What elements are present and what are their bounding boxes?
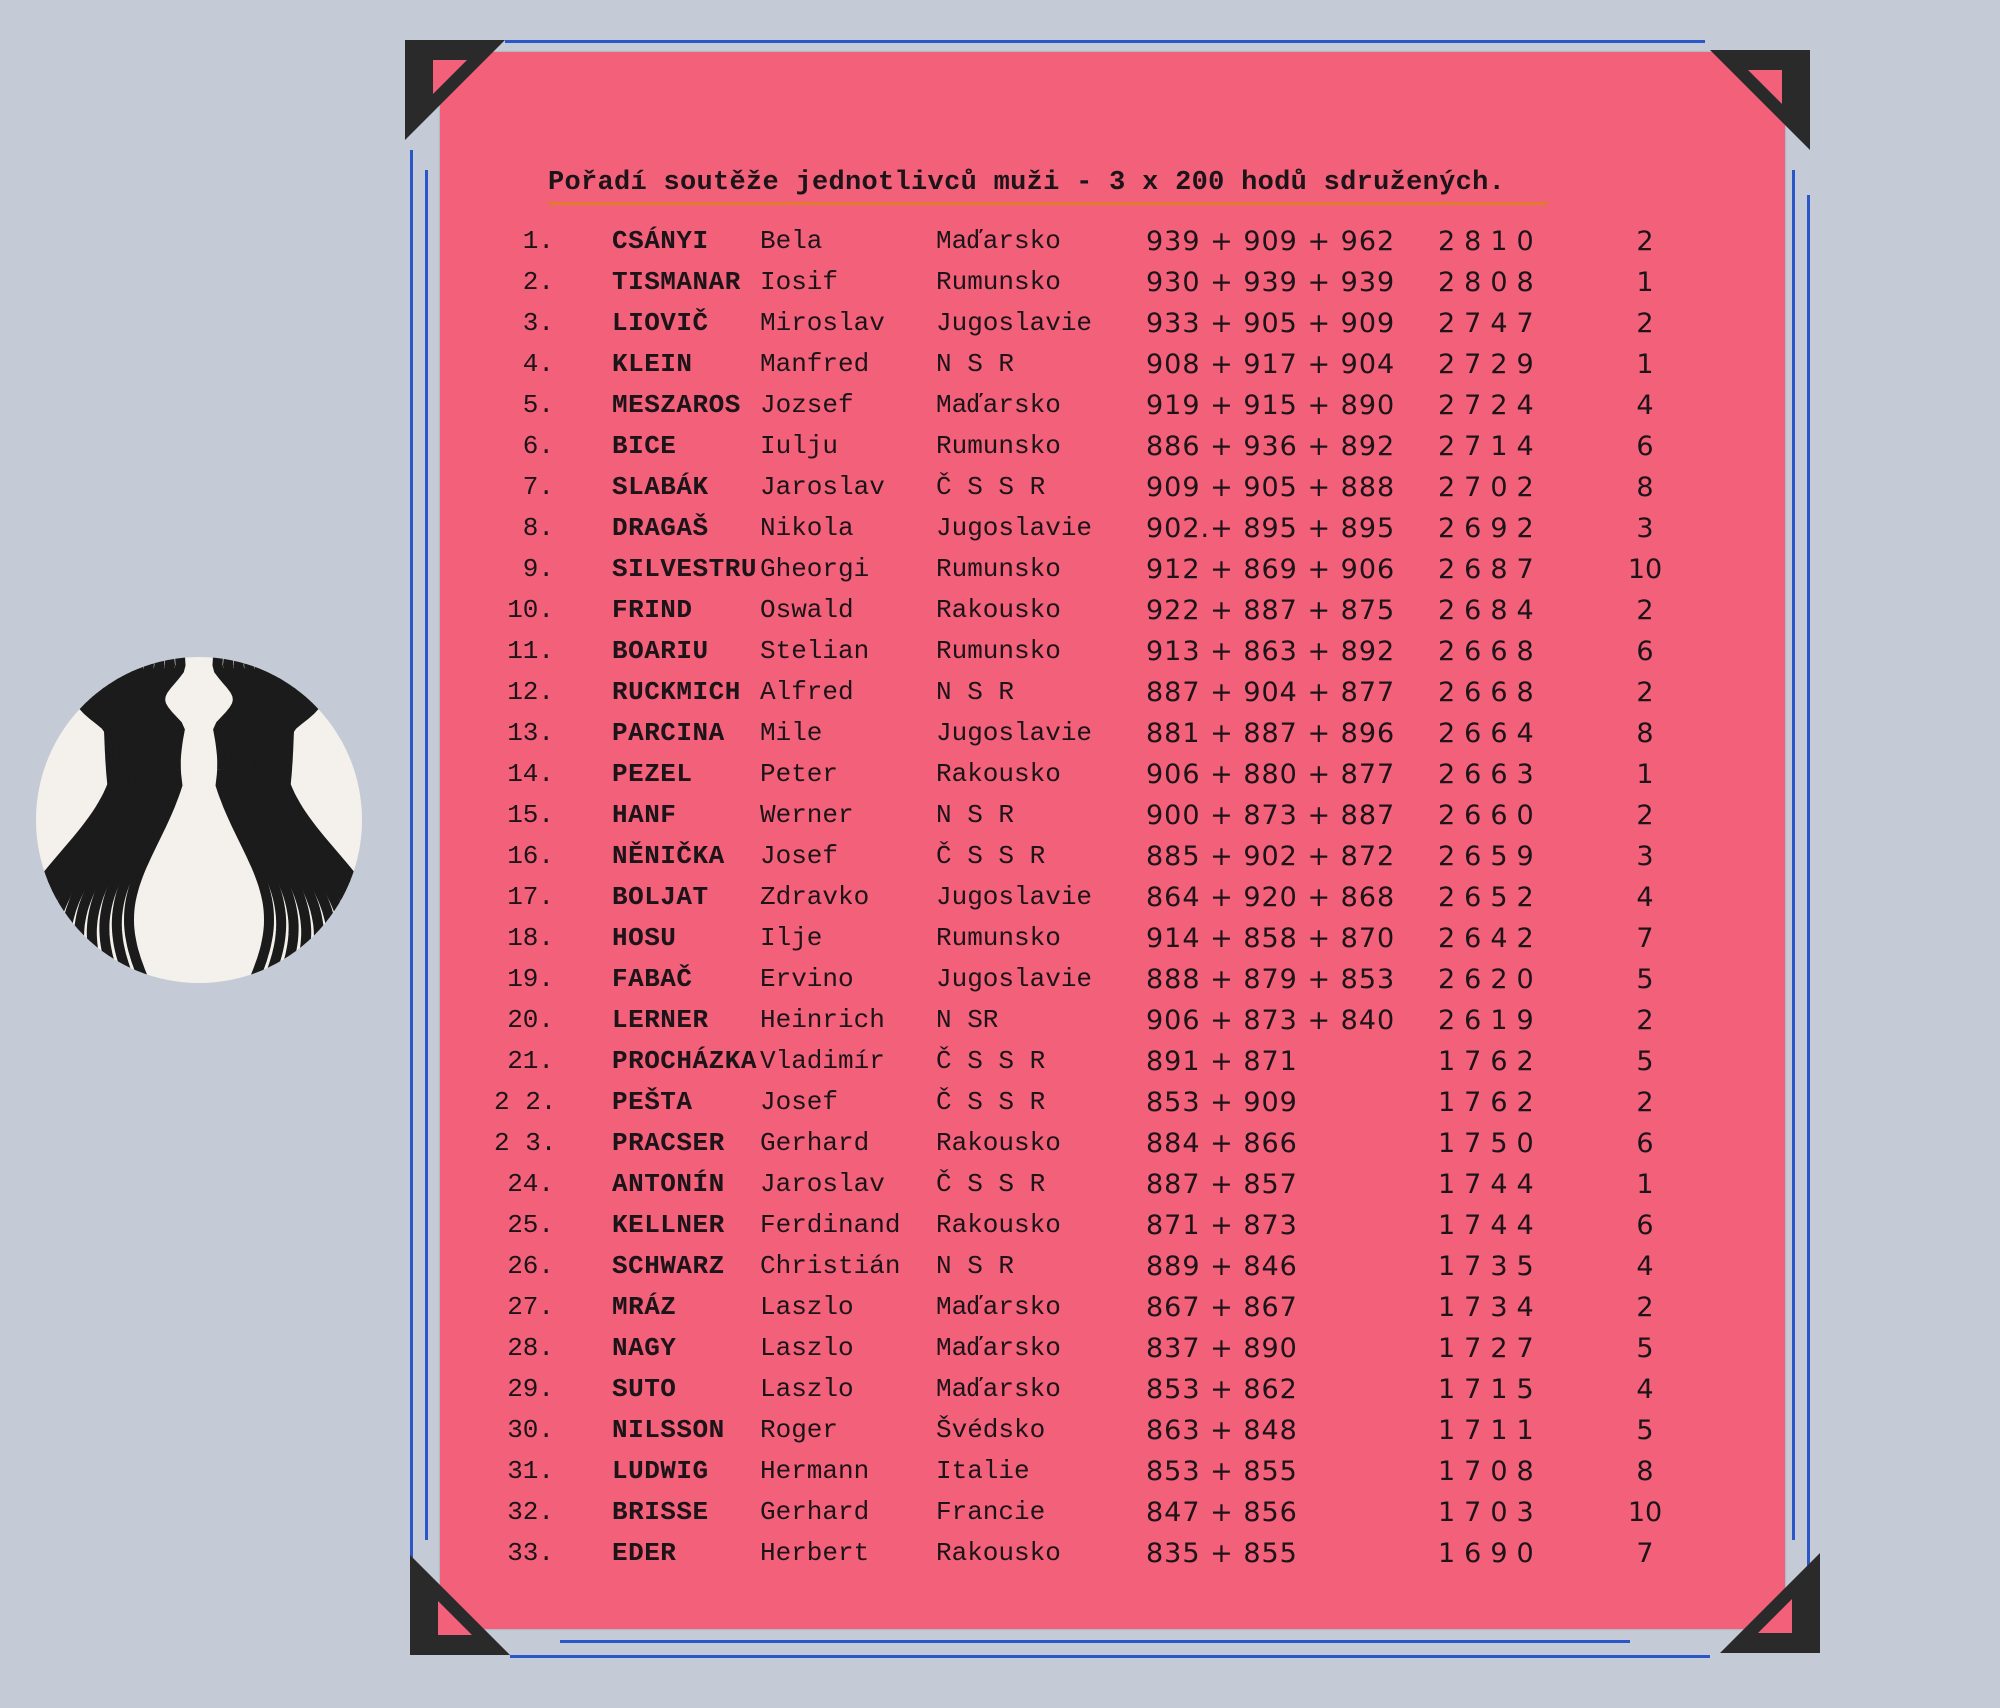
table-row [440,1370,1785,1411]
table-row [440,1124,1785,1165]
first-name-cell: Nikola [760,513,854,543]
country-cell: Jugoslavie [936,513,1093,543]
total-cell: 2714 [1438,431,1543,462]
surname-cell: BICE [612,431,677,461]
rank-cell: 18. [507,923,554,953]
place-cell: 1 [1636,759,1654,790]
surname-cell: EDER [612,1538,677,1568]
rank-cell: 27. [507,1292,554,1322]
table-row [440,878,1785,919]
first-name-cell: Bela [760,226,823,256]
photo-corner-bottom-left [410,1555,510,1655]
country-cell: Rumunsko [936,923,1061,953]
frame-line-left-outer [410,150,413,1560]
first-name-cell: Heinrich [760,1005,885,1035]
total-cell: 2747 [1438,308,1543,339]
surname-cell: HOSU [612,923,677,953]
scores-cell: 906 + 880 + 877 [1146,759,1396,790]
country-cell: Rakousko [936,1538,1061,1568]
rank-cell: 11. [507,636,554,666]
country-cell: Č S S R [936,841,1046,871]
total-cell: 1734 [1438,1292,1543,1323]
total-cell: 1711 [1438,1415,1543,1446]
rank-cell: 1. [522,226,554,256]
first-name-cell: Mile [760,718,823,748]
surname-cell: NAGY [612,1333,677,1363]
first-name-cell: Jaroslav [760,1169,885,1199]
first-name-cell: Herbert [760,1538,870,1568]
surname-cell: DRAGAŠ [612,513,709,543]
table-row [440,837,1785,878]
rank-cell: 6. [522,431,554,461]
surname-cell: LERNER [612,1005,709,1035]
total-cell: 2620 [1438,964,1543,995]
place-cell: 7 [1636,1538,1654,1569]
place-cell: 8 [1636,1456,1654,1487]
frame-line-top-outer [505,40,1705,43]
rank-cell: 12. [507,677,554,707]
table-row [440,222,1785,263]
first-name-cell: Miroslav [760,308,885,338]
scores-cell: 884 + 866 [1146,1128,1298,1159]
table-row [440,263,1785,304]
first-name-cell: Zdravko [760,882,870,912]
rank-cell: 21. [507,1046,554,1076]
rank-cell: 31. [507,1456,554,1486]
total-cell: 2619 [1438,1005,1543,1036]
scores-cell: 853 + 862 [1146,1374,1298,1405]
rank-cell: 2 3. [494,1128,557,1158]
rank-cell: 5. [522,390,554,420]
table-row [440,632,1785,673]
total-cell: 1744 [1438,1169,1543,1200]
photo-corner-top-right [1710,50,1810,150]
first-name-cell: Gheorgi [760,554,870,584]
table-row [440,1247,1785,1288]
rank-cell: 15. [507,800,554,830]
first-name-cell: Hermann [760,1456,870,1486]
scores-cell: 906 + 873 + 840 [1146,1005,1396,1036]
surname-cell: SUTO [612,1374,677,1404]
scores-cell: 933 + 905 + 909 [1146,308,1396,339]
total-cell: 1715 [1438,1374,1543,1405]
rank-cell: 19. [507,964,554,994]
country-cell: Rumunsko [936,636,1061,666]
table-row [440,673,1785,714]
country-cell: Rakousko [936,759,1061,789]
rank-cell: 17. [507,882,554,912]
place-cell: 2 [1636,677,1654,708]
place-cell: 4 [1636,1251,1654,1282]
place-cell: 10 [1627,554,1663,585]
table-row [440,1288,1785,1329]
total-cell: 2684 [1438,595,1543,626]
table-row [440,345,1785,386]
surname-cell: KELLNER [612,1210,725,1240]
place-cell: 4 [1636,390,1654,421]
surname-cell: SILVESTRU [612,554,757,584]
total-cell: 1708 [1438,1456,1543,1487]
country-cell: N S R [936,800,1015,830]
photo-corner-top-left [405,40,505,140]
scores-cell: 871 + 873 [1146,1210,1298,1241]
total-cell: 2810 [1438,226,1543,257]
rank-cell: 2. [522,267,554,297]
surname-cell: FABAČ [612,964,693,994]
surname-cell: NILSSON [612,1415,725,1445]
country-cell: Rumunsko [936,431,1061,461]
place-cell: 3 [1636,841,1654,872]
place-cell: 2 [1636,800,1654,831]
country-cell: Rakousko [936,1128,1061,1158]
first-name-cell: Stelian [760,636,870,666]
surname-cell: BOARIU [612,636,709,666]
scores-cell: 835 + 855 [1146,1538,1298,1569]
country-cell: Maďarsko [936,1292,1061,1322]
scores-cell: 913 + 863 + 892 [1146,636,1396,667]
scores-cell: 853 + 855 [1146,1456,1298,1487]
first-name-cell: Laszlo [760,1292,854,1322]
scores-cell: 881 + 887 + 896 [1146,718,1396,749]
surname-cell: LIOVIČ [612,308,709,338]
scores-cell: 885 + 902 + 872 [1146,841,1396,872]
scores-cell: 837 + 890 [1146,1333,1298,1364]
photo-corner-bottom-right [1720,1553,1820,1653]
surname-cell: NĚNIČKA [612,841,725,871]
total-cell: 1750 [1438,1128,1543,1159]
total-cell: 2668 [1438,636,1543,667]
total-cell: 2660 [1438,800,1543,831]
scores-cell: 886 + 936 + 892 [1146,431,1396,462]
country-cell: Č S S R [936,1087,1046,1117]
place-cell: 5 [1636,1046,1654,1077]
table-row [440,386,1785,427]
first-name-cell: Christián [760,1251,901,1281]
table-row [440,304,1785,345]
country-cell: Švédsko [936,1415,1046,1445]
scores-cell: 847 + 856 [1146,1497,1298,1528]
scores-cell: 922 + 887 + 875 [1146,595,1396,626]
scores-cell: 939 + 909 + 962 [1146,226,1396,257]
table-row [440,796,1785,837]
scores-cell: 887 + 857 [1146,1169,1298,1200]
country-cell: Francie [936,1497,1046,1527]
country-cell: Rakousko [936,595,1061,625]
surname-cell: ANTONÍN [612,1169,725,1199]
table-row [440,1165,1785,1206]
total-cell: 2729 [1438,349,1543,380]
place-cell: 2 [1636,1005,1654,1036]
bowling-pin-stripes-logo [34,655,364,985]
scores-cell: 909 + 905 + 888 [1146,472,1396,503]
total-cell: 2692 [1438,513,1543,544]
first-name-cell: Ferdinand [760,1210,901,1240]
first-name-cell: Laszlo [760,1333,854,1363]
table-row [440,755,1785,796]
total-cell: 2808 [1438,267,1543,298]
first-name-cell: Oswald [760,595,854,625]
table-row [440,1083,1785,1124]
first-name-cell: Laszlo [760,1374,854,1404]
place-cell: 2 [1636,1087,1654,1118]
surname-cell: LUDWIG [612,1456,709,1486]
frame-line-right-outer [1807,195,1810,1570]
place-cell: 6 [1636,1128,1654,1159]
total-cell: 2642 [1438,923,1543,954]
first-name-cell: Peter [760,759,839,789]
total-cell: 1690 [1438,1538,1543,1569]
first-name-cell: Iulju [760,431,839,461]
scores-cell: 908 + 917 + 904 [1146,349,1396,380]
place-cell: 2 [1636,595,1654,626]
country-cell: Maďarsko [936,226,1061,256]
country-cell: Č S S R [936,1169,1046,1199]
table-row [440,1411,1785,1452]
total-cell: 2702 [1438,472,1543,503]
scores-cell: 864 + 920 + 868 [1146,882,1396,913]
place-cell: 2 [1636,226,1654,257]
scores-cell: 863 + 848 [1146,1415,1298,1446]
table-row [440,1534,1785,1575]
country-cell: Jugoslavie [936,308,1093,338]
surname-cell: PEZEL [612,759,693,789]
surname-cell: BOLJAT [612,882,709,912]
country-cell: Rakousko [936,1210,1061,1240]
rank-cell: 10. [507,595,554,625]
country-cell: N SR [936,1005,999,1035]
country-cell: Jugoslavie [936,718,1093,748]
place-cell: 10 [1627,1497,1663,1528]
results-list [440,222,1785,1575]
surname-cell: TISMANAR [612,267,741,297]
table-row [440,1329,1785,1370]
first-name-cell: Ervino [760,964,854,994]
table-row [440,1493,1785,1534]
place-cell: 7 [1636,923,1654,954]
first-name-cell: Iosif [760,267,839,297]
surname-cell: RUCKMICH [612,677,741,707]
first-name-cell: Josef [760,841,839,871]
table-row [440,427,1785,468]
first-name-cell: Jaroslav [760,472,885,502]
rank-cell: 24. [507,1169,554,1199]
table-row [440,509,1785,550]
surname-cell: KLEIN [612,349,693,379]
scores-cell: 912 + 869 + 906 [1146,554,1396,585]
table-row [440,1042,1785,1083]
country-cell: Italie [936,1456,1030,1486]
frame-line-bottom-inner [560,1640,1630,1643]
scores-cell: 888 + 879 + 853 [1146,964,1396,995]
place-cell: 1 [1636,267,1654,298]
surname-cell: PROCHÁZKA [612,1046,757,1076]
place-cell: 8 [1636,472,1654,503]
total-cell: 2724 [1438,390,1543,421]
rank-cell: 8. [522,513,554,543]
table-row [440,1452,1785,1493]
table-row [440,550,1785,591]
country-cell: Rumunsko [936,267,1061,297]
surname-cell: FRIND [612,595,693,625]
place-cell: 2 [1636,308,1654,339]
rank-cell: 13. [507,718,554,748]
scores-cell: 930 + 939 + 939 [1146,267,1396,298]
country-cell: Jugoslavie [936,882,1093,912]
country-cell: Jugoslavie [936,964,1093,994]
place-cell: 1 [1636,1169,1654,1200]
first-name-cell: Jozsef [760,390,854,420]
first-name-cell: Ilje [760,923,823,953]
surname-cell: CSÁNYI [612,226,709,256]
total-cell: 2664 [1438,718,1543,749]
country-cell: N S R [936,1251,1015,1281]
country-cell: Maďarsko [936,1374,1061,1404]
scores-cell: 889 + 846 [1146,1251,1298,1282]
first-name-cell: Alfred [760,677,854,707]
table-row [440,714,1785,755]
first-name-cell: Vladimír [760,1046,885,1076]
place-cell: 5 [1636,1415,1654,1446]
total-cell: 1735 [1438,1251,1543,1282]
place-cell: 6 [1636,636,1654,667]
rank-cell: 14. [507,759,554,789]
total-cell: 1744 [1438,1210,1543,1241]
table-row [440,591,1785,632]
rank-cell: 32. [507,1497,554,1527]
scores-cell: 900 + 873 + 887 [1146,800,1396,831]
country-cell: N S R [936,349,1015,379]
first-name-cell: Roger [760,1415,839,1445]
rank-cell: 28. [507,1333,554,1363]
place-cell: 8 [1636,718,1654,749]
place-cell: 6 [1636,431,1654,462]
table-row [440,919,1785,960]
surname-cell: PRACSER [612,1128,725,1158]
surname-cell: HANF [612,800,677,830]
place-cell: 5 [1636,964,1654,995]
place-cell: 4 [1636,882,1654,913]
first-name-cell: Josef [760,1087,839,1117]
total-cell: 2687 [1438,554,1543,585]
scores-cell: 867 + 867 [1146,1292,1298,1323]
rank-cell: 26. [507,1251,554,1281]
surname-cell: BRISSE [612,1497,709,1527]
title-underline [548,202,1548,205]
results-sheet [440,52,1785,1629]
table-row [440,960,1785,1001]
table-row [440,468,1785,509]
rank-cell: 20. [507,1005,554,1035]
total-cell: 2659 [1438,841,1543,872]
place-cell: 6 [1636,1210,1654,1241]
surname-cell: MRÁZ [612,1292,677,1322]
rank-cell: 3. [522,308,554,338]
surname-cell: PARCINA [612,718,725,748]
rank-cell: 33. [507,1538,554,1568]
country-cell: N S R [936,677,1015,707]
scores-cell: 887 + 904 + 877 [1146,677,1396,708]
country-cell: Rumunsko [936,554,1061,584]
rank-cell: 9. [522,554,554,584]
place-cell: 4 [1636,1374,1654,1405]
total-cell: 1762 [1438,1087,1543,1118]
surname-cell: PEŠTA [612,1087,693,1117]
total-cell: 2668 [1438,677,1543,708]
scores-cell: 902.+ 895 + 895 [1146,513,1396,544]
surname-cell: SCHWARZ [612,1251,725,1281]
total-cell: 1727 [1438,1333,1543,1364]
first-name-cell: Manfred [760,349,870,379]
rank-cell: 16. [507,841,554,871]
scores-cell: 914 + 858 + 870 [1146,923,1396,954]
frame-line-right-inner [1792,170,1795,1540]
rank-cell: 7. [522,472,554,502]
rank-cell: 25. [507,1210,554,1240]
rank-cell: 29. [507,1374,554,1404]
frame-line-bottom-outer [510,1655,1710,1658]
place-cell: 2 [1636,1292,1654,1323]
first-name-cell: Gerhard [760,1128,870,1158]
total-cell: 1703 [1438,1497,1543,1528]
table-row [440,1001,1785,1042]
table-row [440,1206,1785,1247]
rank-cell: 4. [522,349,554,379]
surname-cell: SLABÁK [612,472,709,502]
country-cell: Č S S R [936,1046,1046,1076]
results-title: Pořadí soutěže jednotlivců muži - 3 x 200 hodů sdružených. [548,168,1506,198]
place-cell: 3 [1636,513,1654,544]
scores-cell: 891 + 871 [1146,1046,1298,1077]
first-name-cell: Gerhard [760,1497,870,1527]
place-cell: 1 [1636,349,1654,380]
place-cell: 5 [1636,1333,1654,1364]
first-name-cell: Werner [760,800,854,830]
country-cell: Maďarsko [936,390,1061,420]
total-cell: 2652 [1438,882,1543,913]
rank-cell: 2 2. [494,1087,557,1117]
total-cell: 1762 [1438,1046,1543,1077]
scores-cell: 853 + 909 [1146,1087,1298,1118]
scores-cell: 919 + 915 + 890 [1146,390,1396,421]
country-cell: Č S S R [936,472,1046,502]
rank-cell: 30. [507,1415,554,1445]
surname-cell: MESZAROS [612,390,741,420]
total-cell: 2663 [1438,759,1543,790]
frame-line-left-inner [425,170,428,1540]
country-cell: Maďarsko [936,1333,1061,1363]
